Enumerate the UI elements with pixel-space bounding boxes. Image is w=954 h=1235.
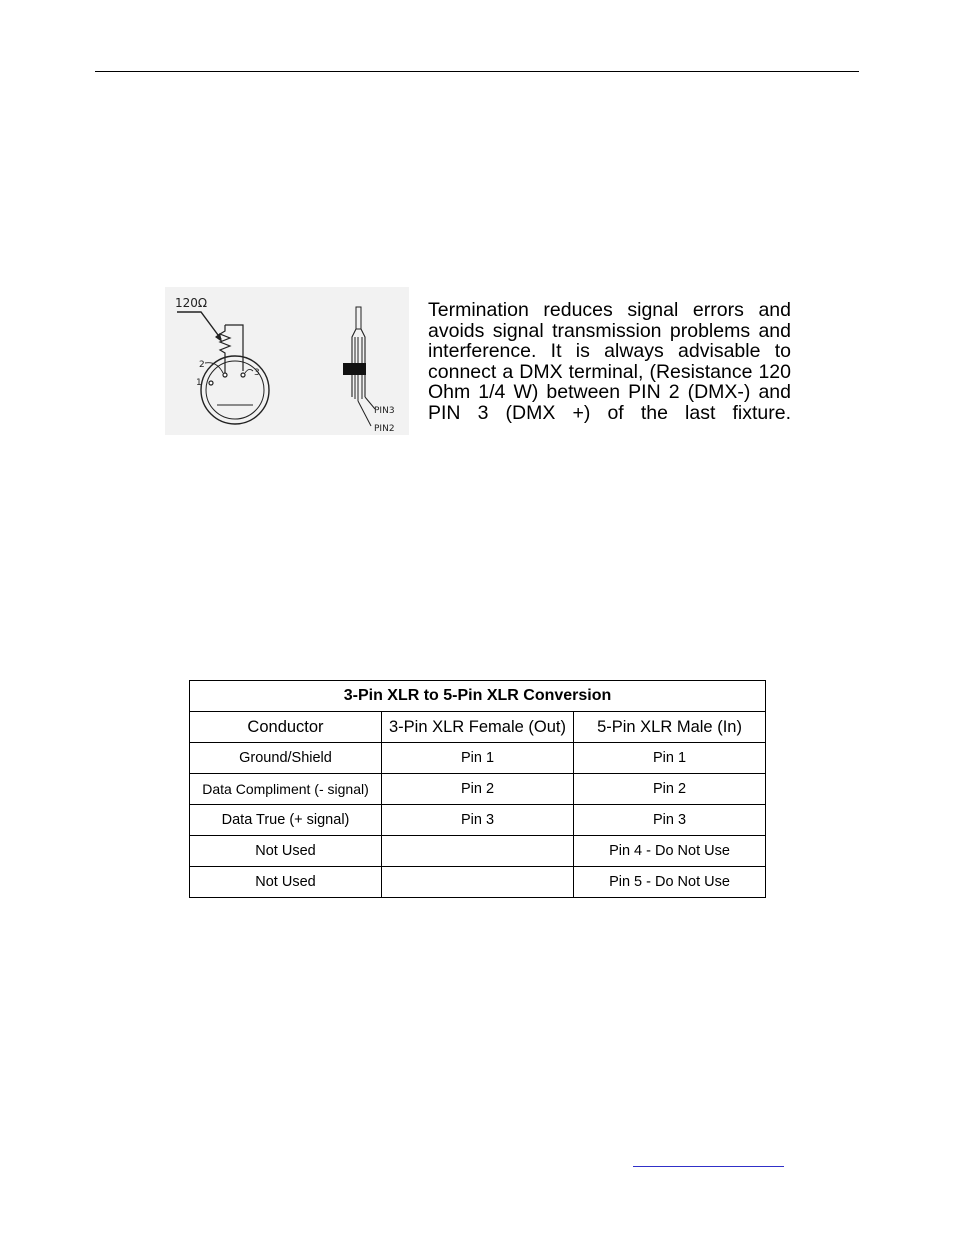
pin-label-pin2: PIN2 (374, 424, 395, 434)
conversion-table (189, 680, 766, 898)
pin-number-3: 3 (254, 368, 260, 378)
table-row (190, 774, 766, 805)
resistor-label: 120Ω (175, 296, 208, 310)
pin-number-2: 2 (199, 360, 205, 370)
cell-3pin (382, 836, 574, 867)
arrow-icon (177, 312, 221, 339)
cell-conductor: Data True (+ signal) (190, 805, 382, 836)
cell-3pin: Pin 2 (382, 774, 574, 805)
xlr-connector-icon (201, 356, 269, 424)
table-row (190, 743, 766, 774)
cell-3pin (382, 867, 574, 898)
table-row (190, 867, 766, 898)
footer-link-underline[interactable] (633, 1166, 784, 1167)
xlr-side-view-icon (343, 307, 375, 426)
cell-3pin: Pin 3 (382, 805, 574, 836)
termination-paragraph: Termination reduces signal errors and avoids signal transmission problems and interference. It is always advisable to connect a DMX terminal, (Resistance 120 Ohm 1/4 W) between PIN 2 (DMX-) and PIN 3 (DMX +) of the last fixture. (428, 299, 791, 424)
termination-diagram (165, 287, 409, 435)
cell-conductor: Ground/Shield (190, 743, 382, 774)
cell-conductor: Not Used (190, 867, 382, 898)
header-conductor: Conductor (190, 712, 382, 743)
header-rule (95, 71, 859, 72)
pin-number-1: 1 (196, 378, 202, 388)
cell-5pin: Pin 1 (574, 743, 766, 774)
cell-5pin: Pin 4 - Do Not Use (574, 836, 766, 867)
header-3pin: 3-Pin XLR Female (Out) (382, 712, 574, 743)
cell-5pin: Pin 3 (574, 805, 766, 836)
cell-5pin: Pin 2 (574, 774, 766, 805)
pin-label-pin3: PIN3 (374, 406, 395, 416)
table-row (190, 836, 766, 867)
cell-5pin: Pin 5 - Do Not Use (574, 867, 766, 898)
cell-conductor: Data Compliment (- signal) (190, 774, 382, 805)
table-row (190, 805, 766, 836)
cell-conductor: Not Used (190, 836, 382, 867)
header-5pin: 5-Pin XLR Male (In) (574, 712, 766, 743)
table-title: 3-Pin XLR to 5-Pin XLR Conversion (190, 681, 766, 712)
cell-3pin: Pin 1 (382, 743, 574, 774)
